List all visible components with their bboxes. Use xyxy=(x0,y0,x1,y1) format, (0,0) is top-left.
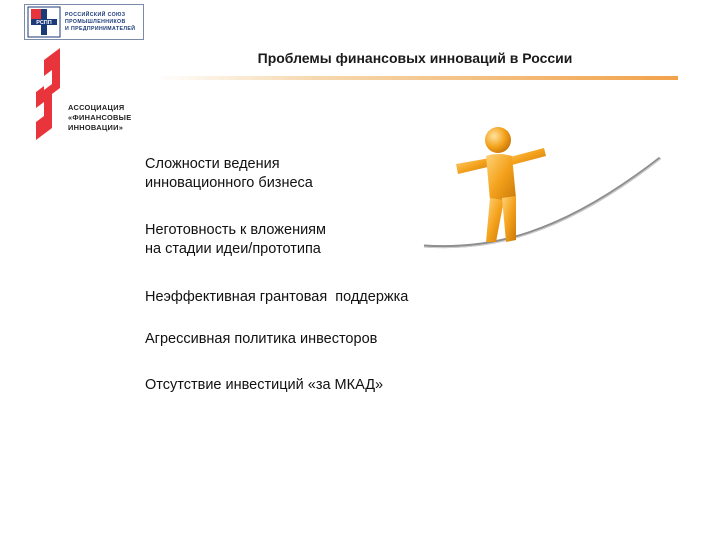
list-item xyxy=(145,221,326,259)
afi-name: АССОЦИАЦИЯ «ФИНАНСОВЫЕ ИННОВАЦИИ» xyxy=(68,103,132,132)
rspp-emblem-icon xyxy=(27,6,61,38)
problem-text: Сложности ведения инновационного бизнеса xyxy=(145,156,313,191)
title-underline xyxy=(155,76,678,80)
list-item xyxy=(145,330,377,349)
rspp-logo xyxy=(24,4,144,40)
list-item xyxy=(145,155,313,193)
rspp-emblem-text: РСПП xyxy=(36,20,52,26)
problem-text: Агрессивная политика инвесторов xyxy=(145,331,378,347)
tightrope-walker-illustration xyxy=(420,118,666,260)
list-item xyxy=(145,288,408,307)
problem-text: Неготовность к вложениям на стадии идеи/прототипа xyxy=(145,222,327,257)
list-item xyxy=(145,376,383,395)
problem-text: Отсутствие инвестиций «за МКАД» xyxy=(145,377,384,393)
problem-text: Неэффективная грантовая поддержка xyxy=(145,289,409,305)
afi-logo-icon xyxy=(34,48,66,140)
rspp-name: РОССИЙСКИЙ СОЮЗ ПРОМЫШЛЕННИКОВ И ПРЕДПРИНИМАТЕЛЕЙ xyxy=(65,11,136,32)
page-title: Проблемы финансовых инноваций в России xyxy=(257,50,573,66)
